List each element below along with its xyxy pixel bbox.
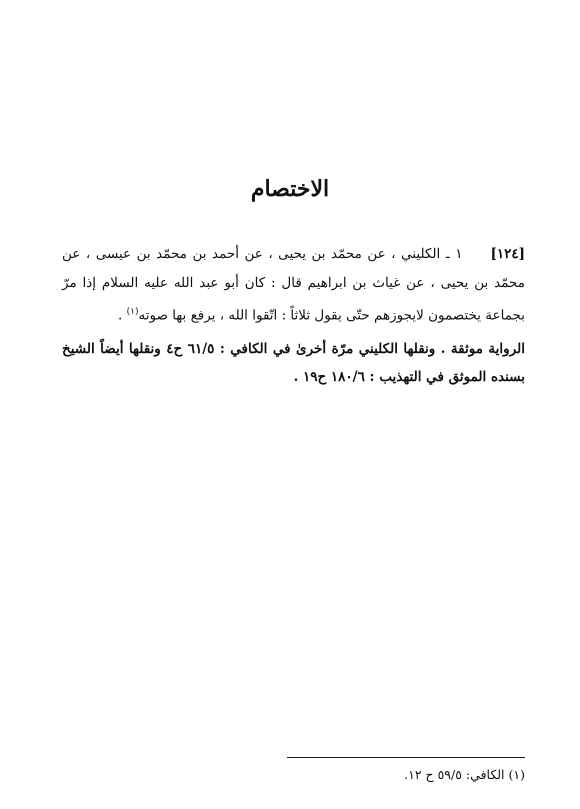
main-text-block [62,240,525,391]
section-heading: الاختصام [250,176,330,202]
hadith-number: [١٢٤] [490,246,525,262]
footnote: (١) الكافي: ٥٩/٥ ح ١٢. [404,767,525,782]
footnote-separator [287,757,525,758]
footnote-reference[interactable]: (١) [126,307,139,317]
hadith-end: . [118,307,127,324]
hadith-text: ١ ـ الكليني ، عن محمّد بن يحيى ، عن أحمد بن محمّد بن عيسى ، عن محمّد بن يحيى ، عن غياث بن ابراهيم قال : كان أبو عبد الله عليه السلام إذا مرّ بجماعة يختصمون لايجوزهم حتّى يقول ثلاثاً : اتّقوا الله ، يرفع بها صوته [62,246,525,324]
hadith-paragraph [62,240,525,331]
commentary-paragraph: الرواية موثقة . ونقلها الكليني مرّة أخرىٰ في الكافي : ٦١/٥ ح٤ ونقلها أيضاً الشيخ بسنده الموثق في التهذيب : ١٨٠/٦ ح١٩ . [62,340,525,385]
